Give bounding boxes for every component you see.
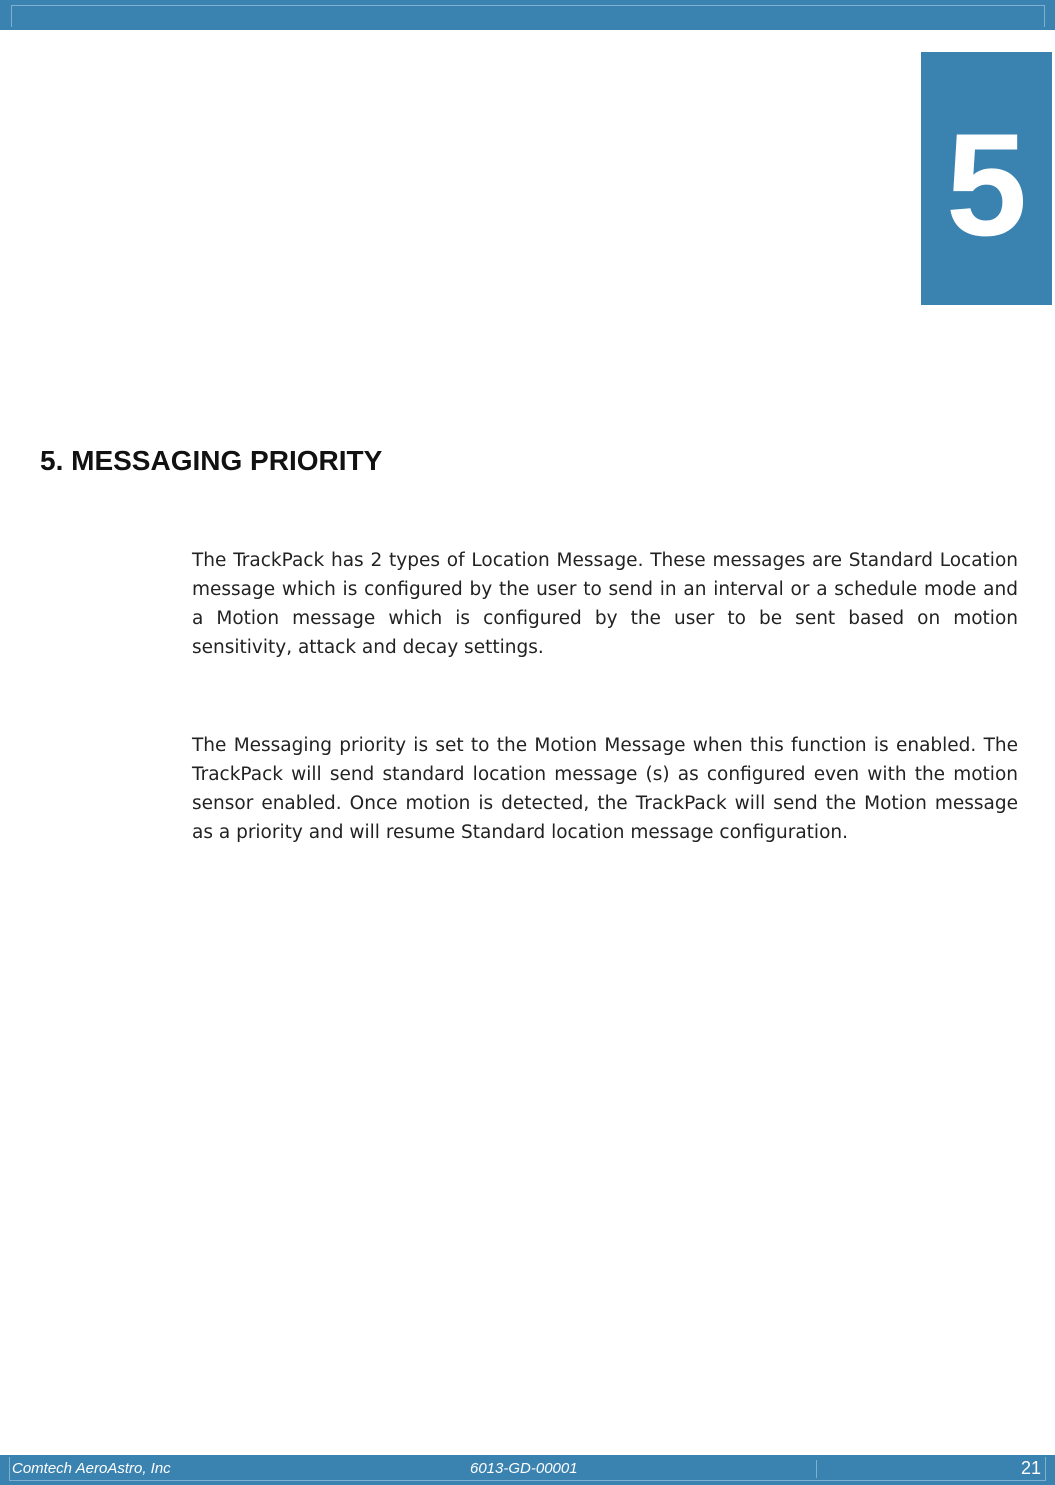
header-bar-frame: [11, 5, 1045, 27]
footer-page-number: 21: [1020, 1458, 1041, 1478]
body-paragraph-1: The TrackPack has 2 types of Location Message. These messages are Standard Location message which is configured by the user to send in an interval or a schedule mode and a Motion message which is configured by the user to be sent based on motion sensitivity, attack and decay settings.: [192, 550, 1018, 658]
header-bar: [0, 0, 1055, 30]
body-paragraph-2: The Messaging priority is set to the Motion Message when this function is enabled. The TrackPack will send standard location message (s) as configured even with the motion sensor enabled. Once motion is detected, the TrackPack will send the Motion message as a priority and will resume Standard location message configuration.: [192, 735, 1018, 843]
footer-document-number: 6013-GD-00001: [470, 1460, 578, 1477]
footer-bar: [0, 1455, 1055, 1485]
chapter-tab: [921, 52, 1052, 305]
chapter-number: 5: [945, 103, 1028, 266]
page-title: 5. MESSAGING PRIORITY: [40, 445, 383, 476]
footer-company: Comtech AeroAstro, Inc: [12, 1460, 171, 1477]
footer-divider: [816, 1460, 817, 1478]
